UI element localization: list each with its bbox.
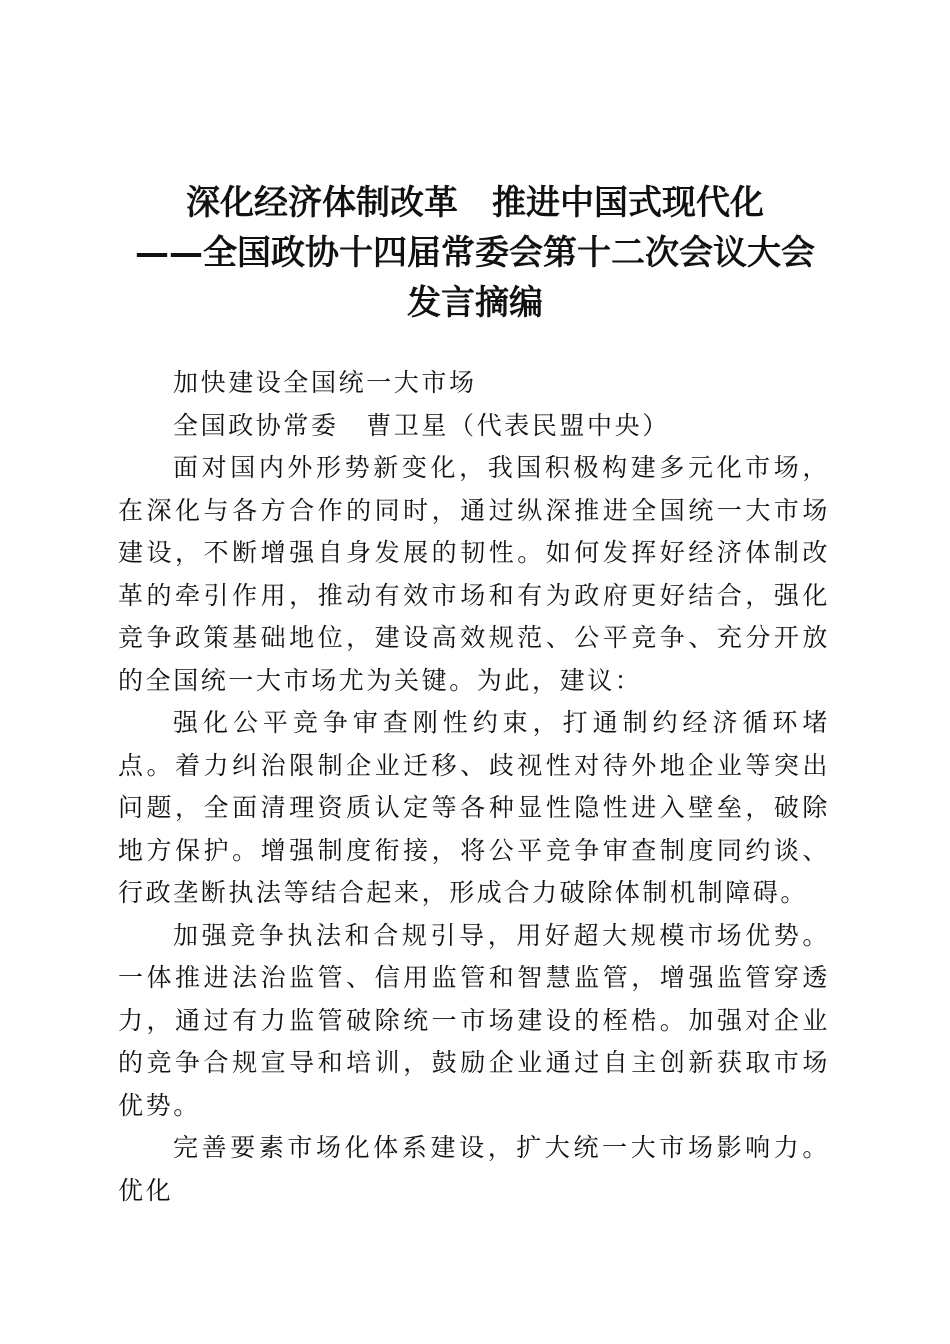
title-line-3: 发言摘编 [407, 283, 543, 323]
paragraph: 完善要素市场化体系建设，扩大统一大市场影响力。优化 [118, 1133, 830, 1205]
section-heading: 加快建设全国统一大市场 [173, 368, 477, 397]
document-body [118, 362, 830, 1212]
title-line-1: 深化经济体制改革 推进中国式现代化 [186, 183, 764, 223]
speaker-line: 全国政协常委 曹卫星（代表民盟中央） [173, 410, 670, 440]
paragraph: 强化公平竞争审查刚性约束，打通制约经济循环堵点。着力纠治限制企业迁移、歧视性对待外地企业等突出问题，全面清理资质认定等各种显性隐性进入壁垒，破除地方保护。增强制度衔接，将公平竞争审查制度同约谈、行政垄断执法等结合起来，形成合力破除体制机制障碍。 [118, 708, 830, 907]
paragraph: 加强竞争执法和合规引导，用好超大规模市场优势。一体推进法治监管、信用监管和智慧监管，增强监管穿透力，通过有力监管破除统一市场建设的桎梏。加强对企业的竞争合规宣导和培训，鼓励企业通过自主创新获取市场优势。 [118, 920, 830, 1120]
title-line-2: ——全国政协十四届常委会第十二次会议大会 [135, 233, 815, 273]
document-title [60, 178, 890, 328]
paragraph: 面对国内外形势新变化，我国积极构建多元化市场，在深化与各方合作的同时，通过纵深推进全国统一大市场建设，不断增强自身发展的韧性。如何发挥好经济体制改革的牵引作用，推动有效市场和有为政府更好结合，强化竞争政策基础地位，建设高效规范、公平竞争、充分开放的全国统一大市场尤为关键。为此，建议： [118, 453, 830, 695]
